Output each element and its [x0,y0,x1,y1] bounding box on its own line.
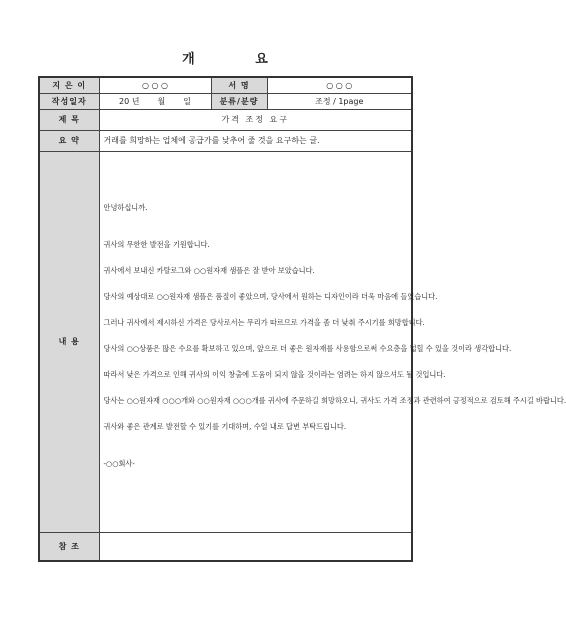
document-form-table [38,76,566,562]
signature-value: ○ ○ ○ [267,77,412,93]
body-paragraph: 귀사에서 보내신 카탈로그와 ○○원자재 샘플은 잘 받아 보았습니다. [103,265,315,275]
reference-label: 참 조 [39,532,99,561]
signature-label: 서 명 [211,77,267,93]
content-row [39,151,412,532]
date-value [99,93,211,109]
content-label: 내 용 [39,151,99,532]
body-paragraph: 당사의 ○○상품은 많은 수요를 확보하고 있으며, 앞으로 더 좋은 원자재를 사용함으로써 수요층을 넓힐 수 있을 것이라 생각합니다. [103,343,512,353]
author-value: ○ ○ ○ [99,77,211,93]
reference-row [39,532,412,561]
date-day: 일 [183,96,191,106]
subject-label: 제 목 [39,109,99,130]
date-label: 작성일자 [39,93,99,109]
date-row [39,93,412,109]
subject-row [39,109,412,130]
reference-value [99,532,412,561]
body-paragraph: 귀사와 좋은 관계로 발전할 수 있기를 기대하며, 수일 내로 답변 부탁드립니다. [103,421,347,431]
summary-label: 요 약 [39,130,99,151]
content-body [99,151,566,532]
category-label: 분류/분량 [211,93,267,109]
body-paragraph: 그러나 귀사에서 제시하신 가격은 당사로서는 무리가 따르므로 가격을 좀 더 낮춰 주시기를 희망합니다. [103,317,425,327]
date-month: 월 [157,96,166,106]
body-paragraph: 귀사의 무한한 발전을 기원합니다. [103,239,210,249]
body-paragraph: 당사는 ○○원자재 ○○○개와 ○○원자재 ○○○개를 귀사에 주문하길 희망하오니, 귀사도 가격 조정과 관련하여 긍정적으로 검토해 주시길 바랍니다. [103,395,566,405]
summary-row [39,130,412,151]
subject-value: 가격 조정 요구 [99,109,412,130]
date-year: 20 년 [119,96,140,106]
author-row [39,77,412,93]
document-title: 개 요 [182,52,296,67]
author-label: 지 은 이 [39,77,99,93]
body-paragraph: 당사의 예상대로 ○○원자재 샘플은 품질이 좋았으며, 당사에서 원하는 디자인이라 더욱 마음에 들었습니다. [103,291,438,301]
signoff: -○○회사- [103,458,135,468]
summary-value: 거래를 희망하는 업체에 공급가를 낮추어 줄 것을 요구하는 글. [99,130,412,151]
body-paragraph: 따라서 낮은 가격으로 인해 귀사의 이익 창출에 도움이 되지 않을 것이라는 염려는 하지 않으셔도 될 것입니다. [103,369,446,379]
category-value: 조정 / 1page [267,93,412,109]
body-paragraph: 안녕하십니까. [103,202,148,212]
